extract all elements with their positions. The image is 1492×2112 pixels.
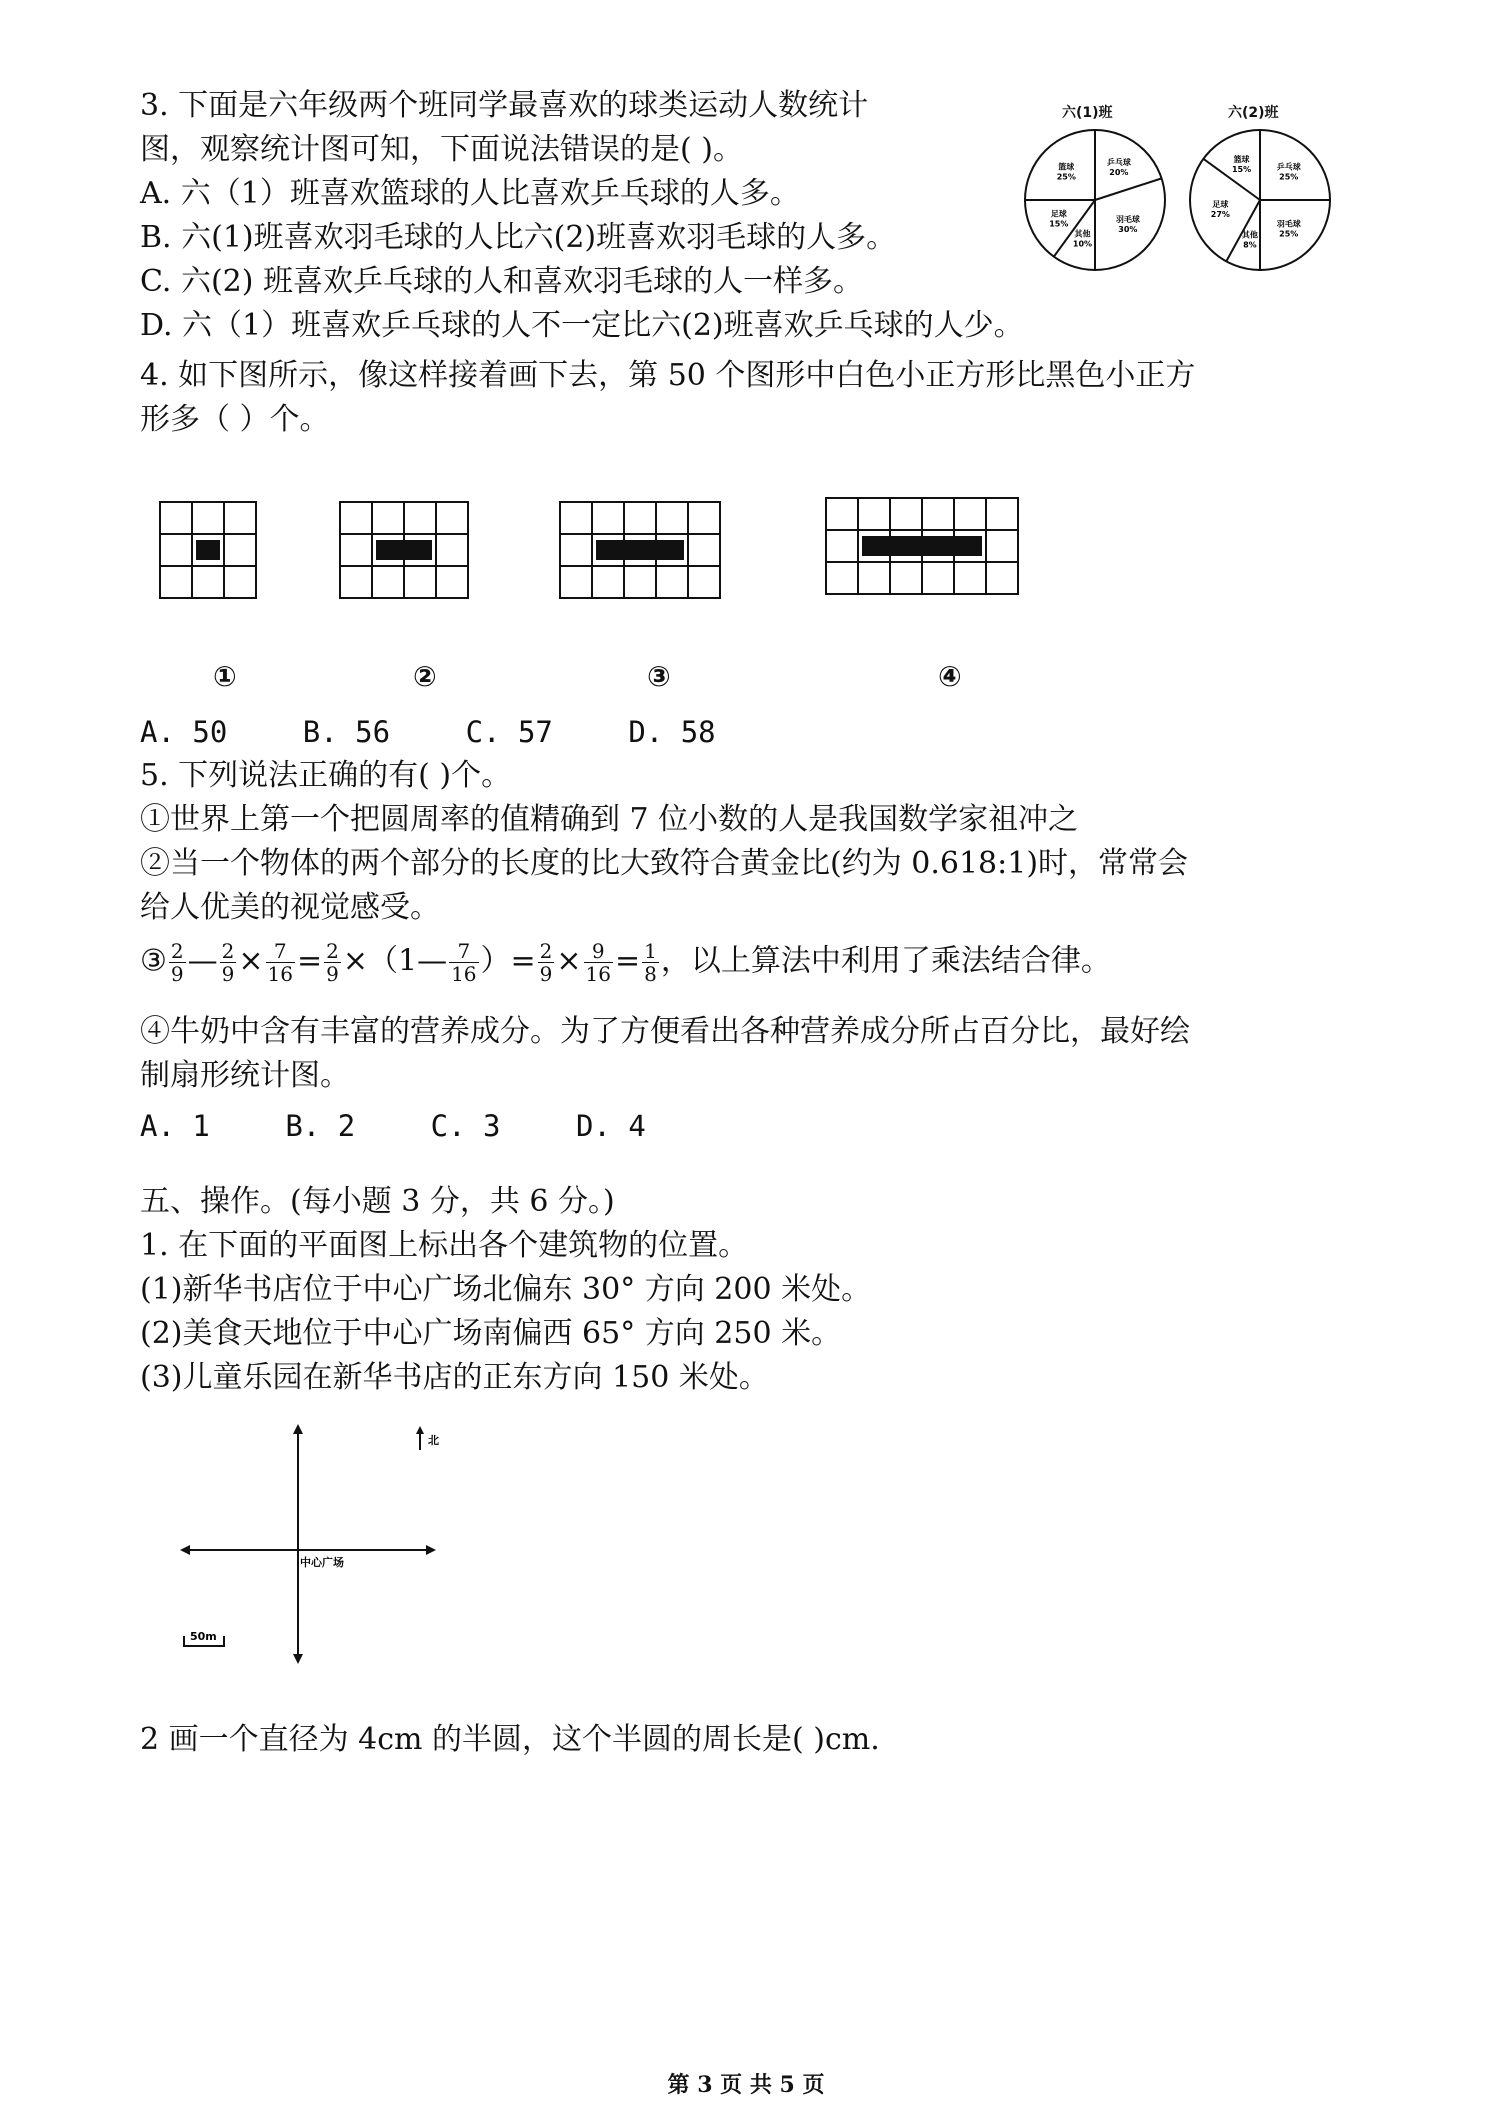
grid-cell	[890, 562, 922, 594]
grid-cell	[890, 498, 922, 530]
black-squares	[376, 540, 432, 560]
grid-cell	[592, 502, 624, 534]
figure-3	[558, 500, 722, 604]
grid-cell	[656, 502, 688, 534]
pie-slice-percent: 10%	[1072, 239, 1093, 249]
q5-statement-2b: 给人优美的视觉感受。	[140, 890, 440, 925]
grid-cell	[922, 498, 954, 530]
grid-cell	[160, 566, 192, 598]
grid-cell	[560, 502, 592, 534]
scale-label: 50m	[190, 1630, 217, 1643]
pie-slice-label: 羽毛球	[1115, 214, 1140, 224]
q5-option-c: C. 3	[430, 1109, 501, 1143]
pie-slice-percent: 25%	[1279, 229, 1299, 239]
grid-cell	[160, 502, 192, 534]
pie1-title: 六(1)班	[1062, 105, 1113, 121]
grid-cell	[826, 498, 858, 530]
plan-diagram	[180, 1420, 500, 1700]
q3-option-a: A. 六（1）班喜欢篮球的人比喜欢乒乓球的人多。	[140, 176, 800, 211]
pie-slice-percent: 8%	[1243, 240, 1257, 250]
grid-cell	[858, 562, 890, 594]
sec5-item-1: (1)新华书店位于中心广场北偏东 30° 方向 200 米处。	[140, 1272, 872, 1307]
grid-cell	[224, 534, 256, 566]
grid-cell	[858, 498, 890, 530]
q3-line2: 图，观察统计图可知，下面说法错误的是( )。	[140, 132, 743, 167]
pie-slice-label: 其他	[1074, 229, 1091, 239]
q3-option-b: B. 六(1)班喜欢羽毛球的人比六(2)班喜欢羽毛球的人多。	[140, 220, 897, 255]
fraction: $\frac{9}{16}$	[585, 939, 611, 986]
q5-option-a: A. 1	[140, 1109, 210, 1143]
sec5-q1: 1. 在下面的平面图上标出各个建筑物的位置。	[140, 1228, 749, 1263]
q5-statement-3: ③ $\frac{2}{9}$ — $\frac{2}{9}$ × $\frac{7}{16}$ = $\frac{2}{9}$ ×（1— $\frac{7}{16}$ ）= $\frac{2}{9}$ × $\frac{9}{16}$ = $\frac{1}{8}$ ，以上算法中利用了乘法结合律。	[140, 939, 1111, 986]
grid-cell	[986, 498, 1018, 530]
pie-slice-label: 羽毛球	[1276, 219, 1301, 229]
pie-slice-percent: 15%	[1049, 219, 1069, 229]
grid-figure-svg	[338, 500, 470, 600]
right-arrow-icon	[426, 1545, 436, 1555]
grid-cell	[192, 566, 224, 598]
fraction: $\frac{2}{9}$	[539, 939, 553, 986]
grid-cell	[560, 566, 592, 598]
grid-cell	[986, 530, 1018, 562]
pie-slice-label: 篮球	[1058, 162, 1075, 172]
q4-line2: 形多（ ）个。	[140, 402, 330, 437]
pie-slice-percent: 15%	[1231, 164, 1252, 174]
grid-cell	[192, 502, 224, 534]
fraction: $\frac{7}{16}$	[451, 939, 477, 986]
pie-slice-label: 乒乓球	[1276, 162, 1301, 172]
pie-slice-label: 乒乓球	[1106, 158, 1131, 168]
figure-1-label: ①	[213, 660, 237, 693]
q4-option-a: A. 50	[140, 715, 228, 749]
grid-cell	[592, 566, 624, 598]
grid-cell	[340, 534, 372, 566]
pie-charts	[1020, 120, 1350, 290]
grid-cell	[224, 502, 256, 534]
left-arrow-icon	[180, 1545, 190, 1555]
q5-statement-4b: 制扇形统计图。	[140, 1058, 350, 1093]
grid-cell	[372, 502, 404, 534]
grid-cell	[404, 566, 436, 598]
page-footer: 第 3 页 共 5 页	[667, 2072, 825, 2098]
grid-cell	[922, 562, 954, 594]
pie-slice-percent: 25%	[1279, 172, 1299, 182]
section-5-heading: 五、操作。(每小题 3 分，共 6 分。)	[140, 1184, 615, 1219]
q4-option-c: C. 57	[465, 715, 553, 749]
grid-cell	[826, 562, 858, 594]
figure-1	[158, 500, 258, 604]
q5-statement-1: ①世界上第一个把圆周率的值精确到 7 位小数的人是我国数学家祖冲之	[140, 802, 1079, 837]
q3-option-d: D. 六（1）班喜欢乒乓球的人不一定比六(2)班喜欢乒乓球的人少。	[140, 308, 1024, 343]
grid-cell	[372, 566, 404, 598]
grid-cell	[404, 502, 436, 534]
grid-cell	[954, 498, 986, 530]
pie-slice-label: 足球	[1212, 199, 1229, 209]
pie-slice-percent: 20%	[1109, 168, 1129, 178]
grid-cell	[436, 534, 468, 566]
grid-cell	[224, 566, 256, 598]
grid-cell	[986, 562, 1018, 594]
q5-option-b: B. 2	[285, 1109, 356, 1143]
fraction: $\frac{7}{16}$	[267, 939, 293, 986]
grid-cell	[688, 566, 720, 598]
pie-slice-percent: 27%	[1210, 209, 1230, 219]
pie-slice-label: 其他	[1241, 230, 1258, 240]
q5-line1: 5. 下列说法正确的有( )个。	[140, 758, 512, 793]
grid-cell	[340, 566, 372, 598]
grid-cell	[436, 566, 468, 598]
sec5-q2: 2 画一个直径为 4cm 的半圆，这个半圆的周长是( )cm.	[140, 1722, 880, 1757]
q4-option-d: D. 58	[628, 715, 716, 749]
grid-figure-svg	[824, 496, 1020, 596]
q5-statement-4a: ④牛奶中含有丰富的营养成分。为了方便看出各种营养成分所占百分比，最好绘	[140, 1014, 1190, 1049]
grid-cell	[160, 534, 192, 566]
q3-option-c: C. 六(2) 班喜欢乒乓球的人和喜欢羽毛球的人一样多。	[140, 264, 863, 299]
grid-cell	[656, 566, 688, 598]
black-squares	[862, 536, 982, 556]
down-arrow-icon	[293, 1654, 303, 1664]
grid-cell	[560, 534, 592, 566]
grid-cell	[340, 502, 372, 534]
pie-slice-percent: 30%	[1118, 224, 1138, 234]
figure-4-label: ④	[938, 660, 962, 693]
grid-cell	[436, 502, 468, 534]
up-arrow-icon	[293, 1424, 303, 1434]
figure-2	[338, 500, 470, 604]
grid-figure-svg	[158, 500, 258, 600]
figure-4	[824, 496, 1020, 600]
pie-slice-percent: 25%	[1056, 172, 1076, 182]
sec5-item-2: (2)美食天地位于中心广场南偏西 65° 方向 250 米。	[140, 1316, 842, 1351]
pie-slice-label: 篮球	[1233, 154, 1250, 164]
q5-option-d: D. 4	[575, 1109, 646, 1143]
q4-option-b: B. 56	[302, 715, 391, 749]
grid-cell	[688, 502, 720, 534]
north-label: 北	[428, 1434, 439, 1447]
figure-3-label: ③	[647, 660, 671, 693]
pie-slice-label: 足球	[1050, 209, 1067, 219]
fraction: $\frac{2}{9}$	[221, 939, 235, 986]
q3-line1: 3. 下面是六年级两个班同学最喜欢的球类运动人数统计	[140, 88, 869, 123]
grid-cell	[624, 502, 656, 534]
sec5-item-3: (3)儿童乐园在新华书店的正东方向 150 米处。	[140, 1360, 769, 1395]
fraction: $\frac{1}{8}$	[644, 939, 657, 986]
q4-options	[140, 712, 774, 752]
fraction: $\frac{2}{9}$	[170, 939, 184, 986]
black-squares	[196, 540, 220, 560]
grid-cell	[624, 566, 656, 598]
figure-2-label: ②	[413, 660, 437, 693]
center-square-label: 中心广场	[300, 1556, 344, 1569]
fraction: $\frac{2}{9}$	[326, 939, 339, 986]
q5-statement-2a: ②当一个物体的两个部分的长度的比大致符合黄金比(约为 0.618:1)时，常常会	[140, 846, 1189, 881]
black-squares	[596, 540, 684, 560]
grid-cell	[688, 534, 720, 566]
grid-figure-svg	[558, 500, 722, 600]
q4-line1: 4. 如下图所示，像这样接着画下去，第 50 个图形中白色小正方形比黑色小正方	[140, 358, 1196, 393]
grid-cell	[954, 562, 986, 594]
q5-options	[140, 1106, 704, 1146]
pie2-title: 六(2)班	[1228, 105, 1279, 121]
grid-cell	[826, 530, 858, 562]
